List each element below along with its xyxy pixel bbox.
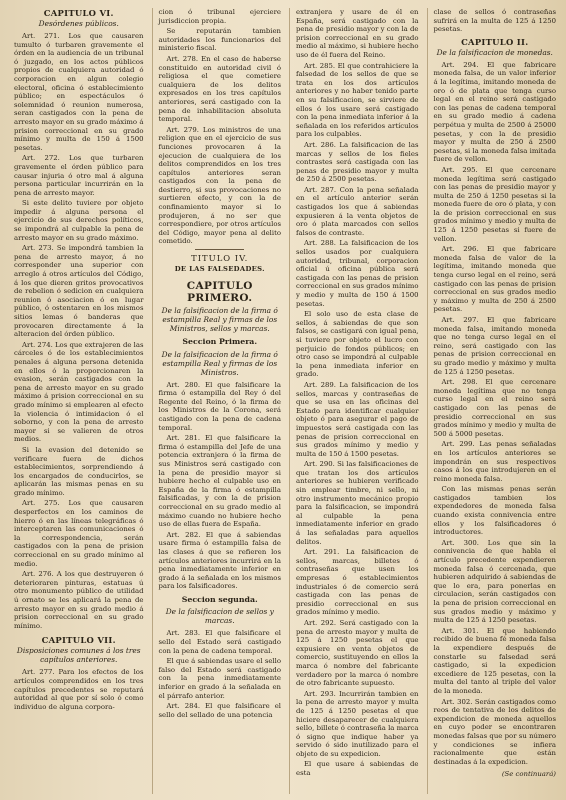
article-paragraph: Art. 279. Los ministros de una religion que en el ejercicio de sus funciones provocaren á la ejecucion de cualquiera de los delitos comprendidos en los tres capítulos anteriores seran castigados con la pena de destierro, si sus provocaciones no surtieren efecto, y con la de confinamiento mayor si lo produjeren, á no ser que correspondiere, por otros artículos del Código, mayor pena al delito cometido. xyxy=(158,125,281,246)
chapter-heading: CAPITULO VII. xyxy=(41,635,116,646)
chapter-heading: CAPITULO VI. xyxy=(43,8,114,18)
article-paragraph: Art. 285. El que contrahiciere la falsedad de los sellos de que se trata en los dos artículos anteriores y no haber tenido parte en su falsificacion, se sirviere de ellos ó los usare será castigado con la pena inmediata inferior á la señalada en los referidos artículos para los culpables. xyxy=(296,61,419,139)
section-heading: Seccion segunda. xyxy=(181,594,258,604)
article-paragraph: Art. 298. El que cercenare moneda legítima que no tenga curso legal en el reino será castigado con las penas de presidio correccional en sus grados mínimo y medio y multa de 500 á 5000 pesetas. xyxy=(433,378,556,438)
column-4 xyxy=(427,8,557,794)
article-paragraph: Art. 276. A los que destruyeren ó deterioraren pinturas, estatuas ú otro monumento público de utilidad ú ornato se les aplicará la pena de arresto mayor en su grado medio á prision correccional en su grado mínimo. xyxy=(14,570,144,630)
section-heading: Seccion Primera. xyxy=(182,337,258,347)
column-2 xyxy=(152,8,282,794)
article-paragraph: Art. 271. Los que causaren tumulto ó turbaren gravemente el órden en la audiencia de un tribunal ó juzgado, en los actos públicos propios de cualquiera autoridad ó corporacion en algun colegio electoral, oficina ó establecimiento público; en espectáculos ó solemnidad ó reunion numerosa, seran castigados con la pena de arresto mayor en su grado máximo á prision correccional en su grado mínimo y multa de 150 á 1500 pesetas. xyxy=(14,32,144,152)
article-paragraph: Si este delito tuviere por objeto impedir á alguna persona el ejercicio de sus derechos políticos, se impondrá al culpable la pena de arresto mayor en su grado máximo. xyxy=(14,199,144,242)
article-paragraph: Art. 302. Serán castigados como reos de tentativa de los delitos de expendicion de moneda aquellos en cuyo poder se encontraren monedas falsas que por su número y condiciones se infiera racionalmente que están destinadas á la expedicion. xyxy=(433,697,556,766)
article-paragraph: Art. 275. Los que causaren desperfectos en los caminos de hierro ó en las líneas telegráficas ó interceptaren las comunicaciones ó la correspondencia, serán castigados con la pena de prision correccional en su grado mínimo al medio. xyxy=(14,499,144,568)
article-paragraph: Art. 287. Con la pena señalada en el artículo anterior serán castigados los que á sabiendas expusieren á la venta objetos de oro ó plata marcados con sellos falsos de contraste. xyxy=(296,185,419,237)
article-paragraph: Art. 297. El que fabricare moneda falsa, imitando moneda que no tenga curso legal en el reino, será castigado con las penas de prision correccional en su grado medio y máximo y multa de 125 á 1250 pesetas. xyxy=(433,316,556,376)
chapter-subtitle: De la falsificacion de la firma ó estampilla Real y firmas de los Ministros, sellos y marcas. xyxy=(161,306,278,334)
article-paragraph: Art. 292. Será castigado con la pena de arresto mayor y multa de 125 á 1250 pesetas el que expusiere en venta objetos de comercio, sustituyendo en ellos la marca ó nombre del fabricante verdadero por la marca ó nombre de otro fabricante supuesto. xyxy=(296,618,419,688)
article-paragraph: Art. 283. El que falsificare el sello del Estado será castigado con la pena de cadena temporal. xyxy=(158,629,281,655)
chapter-heading: CAPITULO II. xyxy=(461,36,529,47)
chapter-subtitle: De la falsificacion de monedas. xyxy=(436,47,553,57)
article-paragraph: Se reputarán tambien autoridades los funcionarios del ministerio fiscal. xyxy=(158,27,281,53)
article-paragraph: Art. 301. El que habiendo recibido de buena fé moneda falsa la expendiere después de constarle su falsedad será castigado, si la expedicion excediere de 125 pesetas, con la multa del tanto al triple del valor de la moneda. xyxy=(433,626,556,695)
article-paragraph: Art. 294. El que fabricare moneda falsa, de un valor inferior á la legítima, imitando moneda de oro ó de plata que tenga curso legal en el reino será castigado con las penas de cadena temporal en su grado medio á cadena perpétua y multa de 2500 á 25000 pesetas, y con la de presidio mayor y multa de 250 á 2500 pesetas, si la moneda falsa imitada fuere de vellon. xyxy=(433,60,556,164)
article-paragraph: Art. 291. La falsificacion de sellos, marcas, billetes ó contraseñas que usen los empresas ó establecimientos industriales ó de comercio será castigada con las penas de presidio correccional en sus grados mínimo y medio. xyxy=(296,548,419,617)
title-heading: TITULO IV. xyxy=(191,253,249,264)
column-3 xyxy=(289,8,419,794)
article-paragraph: extranjera y usare de él en España, será castigado con la pena de presidio mayor y con la de prision correccional en su grado medio al máximo, si hubiere hecho uso de él fuera del Reino. xyxy=(296,8,419,59)
article-paragraph: Art. 277. Para los efectos de los artículos comprendidos en los tres capítulos precedentes se reputará autoridad al que por sí solo ó como individuo de alguna corpora- xyxy=(14,668,144,711)
article-paragraph: Art. 290. Si las falsificaciones de que tratan los dos artículos anteriores se hubieren verificado sin emplear timbre, ni sello, ni otro instrumento mecánico propio para la falsificacion, se impondrá al culpable la pena inmediatamente inferior en grado á las señaladas para aquellos delitos. xyxy=(296,460,419,546)
article-paragraph: Art. 289. La falsificacion de los sellos, marcas y contraseñas de que se usa en las oficinas del Estado para identificar cualquier objeto ó para asegurar el pago de impuestos será castigada con las penas de prision correccional en sus grados mínimo y medio y multa de 150 á 1500 pesetas. xyxy=(296,380,419,458)
article-paragraph: El que usare á sabiendas de esta xyxy=(296,760,419,778)
chapter-subtitle: Disposiciones comunes á los tres capítulos anteriores. xyxy=(16,646,141,665)
article-paragraph: El solo uso de esta clase de sellos, á sabiendas de que son falsos, se castigará con igual pena, si tuviere por objeto el lucro con perjuicio de fondos públicos; en otro caso se impondrá al culpable la pena inmediata inferior en grado. xyxy=(296,310,419,379)
title-subheading: DE LAS FALSEDADES. xyxy=(174,265,265,274)
article-paragraph: Art. 293. Incurrirán tambien en la pena de arresto mayor y multa de 125 á 1250 pesetas el que hiciere desaparecer de cualquiera sello, billete ó contraseña la marca ó signo que indique haber ya servido ó sido inutilizado para el objeto de su expedicion. xyxy=(296,689,419,758)
section-subtitle: De la falsificacion de sellos y marcas. xyxy=(165,607,274,626)
section-subtitle: De la falsificacion de la firma ó estampilla Real y firmas de los Ministros. xyxy=(161,349,278,377)
continuation-note: (Se continuará) xyxy=(501,770,556,779)
chapter-subtitle: Desórdenes públicos. xyxy=(38,19,119,28)
chapter-heading: CAPITULO PRIMERO. xyxy=(186,280,253,305)
column-1 xyxy=(14,8,144,794)
article-paragraph: Art. 286. La falsificacion de las marcas y sellos de los fieles contrastes será castigada con las penas de presidio mayor y multa de 250 á 2500 pesetas. xyxy=(296,140,419,184)
divider xyxy=(195,249,244,250)
article-paragraph: El que á sabiendas usare el sello falso del Estado será castigado con la pena inmediatamente inferior en grado á la señalada en el párrafo anterior. xyxy=(158,657,281,700)
article-paragraph: Art. 280. El que falsificare la firma ó estampilla del Rey ó del Regente del Reino, ó la firma de los Ministros de la Corona, será castigado con la pena de cadena temporal. xyxy=(158,380,281,432)
article-paragraph: Art. 288. La falsificacion de los sellos usados por cualquiera autoridad, tribunal, corporacion oficial ú oficina pública será castigada con las penas de prision correccional en sus grados mínimo y medio y multa de 150 á 1500 pesetas. xyxy=(296,239,419,308)
article-paragraph: Art. 274. Los que extrajeren de las cárceles ó de los establecimientos penales á alguna persona detenida en ellos ó la proporcionaren la evasion, serán castigados con la pena de arresto mayor en su grado máximo á prision correccional en su grado mínimo si emplearen al efecto la violencia ó intimidacion ó el soborno, y con la pena de arresto mayor si se valieren de otros medios. xyxy=(14,340,144,444)
article-paragraph: cion ó tribunal ejerciere jurisdiccion propia. xyxy=(158,8,281,25)
article-paragraph: Art. 282. El que á sabiendas usare firma ó estampilla falsa de las clases á que se refieren los artículos anteriores incurrirá en la pena inmediatamente inferior en grado á la señalada en los mismos para los falsificadores. xyxy=(158,530,281,591)
article-paragraph: Art. 272. Los que turbaren gravemente el órden público para causar injuria ó otro mal á alguna persona particular incurrirán en la pena de arresto mayor. xyxy=(14,154,144,197)
article-paragraph: Si la evasion del detenido se verificare fuera de dichos establecimientos, sorprendiendo á los encargados de conducirlos, se aplicarán las mismas penas en su grado mínimo. xyxy=(14,445,144,497)
article-paragraph: Art. 278. En el caso de haberse constituido en autoridad civil ó religiosa el que cometiere cualquiera de los delitos expresados en los tres capítulos anteriores, será castigado con la pena de inhabilitacion absoluta temporal. xyxy=(158,54,281,124)
article-paragraph: Art. 273. Se impondrá tambien la pena de arresto mayor, á no corresponder una superior con arreglo á otros artículos del Código, á los que dieren gritos provocativos de rebelion ó sedicion en cualquiera reunion ó asociacion ó en lugar público, ó ostentaren en los mismos sitios lemas ó banderas que provocaren directamente á la alteracion del órden público. xyxy=(14,244,144,339)
article-paragraph: clase de sellos ó contraseñas sufrirá en la multa de 125 á 1250 pesetas. xyxy=(433,8,556,34)
article-paragraph: Art. 295. El que cercenare moneda legítima será castigado con las penas de presidio mayor y multa de 250 á 1250 pesetas si la moneda fuere de oro ó plata, y con la de prision correccional en sus grados mínimo y medio y multa de 125 á 1250 pesetas si fuere de vellon. xyxy=(433,165,556,243)
article-paragraph: Art. 281. El que falsificare la firma ó estampilla del Jefe de una potencia extranjera ó la firma de sus Ministros será castigado con la pena de presidio mayor si hubiere hecho el culpable uso en España de la firma ó estampilla falsificadas, y con la de prision correccional en su grado medio al máximo cuando no hubiere hecho uso de ellas fuera de España. xyxy=(158,434,281,529)
article-paragraph: Art. 300. Los que sin la connivencia de que habla el artículo precedente expendieren moneda falsa ó cercenada, que hubieren adquirido á sabiendas de que lo era, para ponerlas en circulacion, serán castigados con la pena de prision correccional en sus grados medio y máximo y multa de 125 á 1250 pesetas. xyxy=(433,538,556,625)
article-paragraph: Art. 299. Las penas señaladas en los artículos anteriores se impondrán en sus respectivos casos á los que introdujeren en el reino moneda falsa. xyxy=(433,440,556,483)
article-paragraph: Art. 284. El que falsificare el sello del sellado de una potencia xyxy=(158,702,281,719)
article-paragraph: Art. 296. El que fabricare moneda falsa de valor de la legítima, imitando moneda que tenga curso legal en el reino, será castigado con las penas de prision correccional en sus grados medio y máximo y multa de 250 á 2500 pesetas. xyxy=(433,245,556,314)
article-paragraph: Con las mismas penas serán castigados tambien los expendedores de moneda falsa cuando exista connivencia entre ellos y los falsificadores ó introductores. xyxy=(433,485,556,537)
